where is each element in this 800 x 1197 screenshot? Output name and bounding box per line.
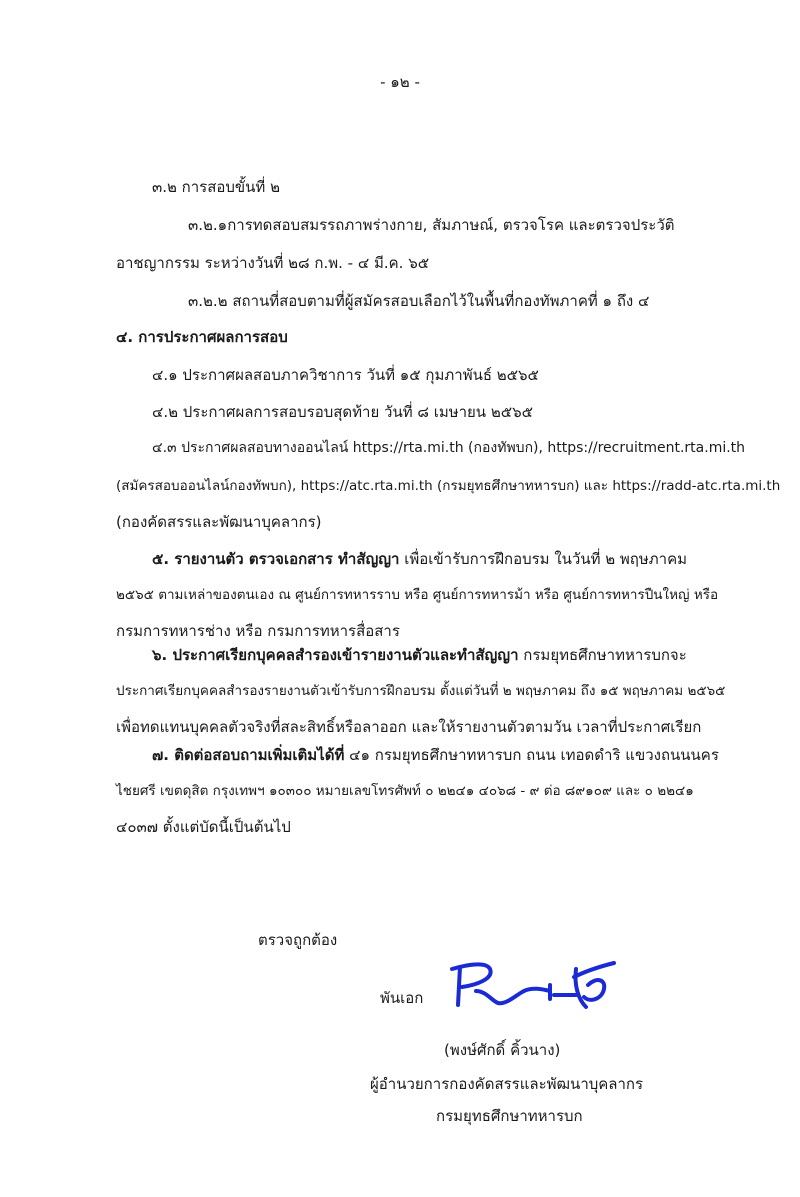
section-6-line2: ประกาศเรียกบุคคลสำรองรายงานตัวเข้ารับการฝึกอบรม ตั้งแต่วันที่ ๒ พฤษภาคม ถึง ๑๕ พฤษภาคม ๒๕๖๕ (116, 683, 726, 699)
section-3-2-2: ๓.๒.๒ สถานที่สอบตามที่ผู้สมัครสอบเลือกไว้ในพื้นที่กองทัพภาคที่ ๑ ถึง ๔ (188, 292, 650, 310)
section-7-line1-text: ๔๑ กรมยุทธศึกษาทหารบก ถนน เทอดดำริ แขวงถนนนคร (349, 746, 719, 764)
section-5-line3: กรมการทหารช่าง หรือ กรมการทหารสื่อสาร (116, 622, 400, 640)
section-7-line3: ๔๐๓๗ ตั้งแต่บัดนี้เป็นต้นไป (116, 818, 291, 836)
section-4-2: ๔.๒ ประกาศผลการสอบรอบสุดท้าย วันที่ ๘ เมษายน ๒๕๖๕ (152, 403, 533, 421)
section-7-line1 (152, 745, 719, 765)
section-6-line1 (152, 645, 687, 665)
section-6-heading: ๖. ประกาศเรียกบุคคลสำรองเข้ารายงานตัวและทำสัญญา (152, 646, 519, 664)
section-6-line1-text: กรมยุทธศึกษาทหารบกจะ (523, 646, 687, 664)
section-5-heading: ๕. รายงานตัว ตรวจเอกสาร ทำสัญญา (152, 550, 400, 568)
section-5-line1 (152, 549, 687, 569)
section-4-1: ๔.๑ ประกาศผลสอบภาควิชาการ วันที่ ๑๕ กุมภาพันธ์ ๒๕๖๕ (152, 366, 539, 384)
section-5-line2: ๒๕๖๕ ตามเหล่าของตนเอง ณ ศูนย์การทหารราบ หรือ ศูนย์การทหารม้า หรือ ศูนย์การทหารปืนใหญ่ หรือ (116, 587, 719, 603)
signatory-position: ผู้อำนวยการกองคัดสรรและพัฒนาบุคลากร (370, 1075, 644, 1093)
section-3-2-1-line1: ๓.๒.๑การทดสอบสมรรถภาพร่างกาย, สัมภาษณ์, ตรวจโรค และตรวจประวัติ (188, 216, 675, 234)
section-4-3-line1: ๔.๓ ประกาศผลสอบทางออนไลน์ https://rta.mi.th (กองทัพบก), https://recruitment.rta.mi.th (152, 440, 746, 456)
section-3-2-heading: ๓.๒ การสอบขั้นที่ ๒ (152, 178, 280, 196)
section-7-heading: ๗. ติดต่อสอบถามเพิ่มเติมได้ที่ (152, 746, 345, 764)
section-4-heading: ๔. การประกาศผลการสอบ (116, 328, 288, 346)
page-number: - ๑๒ - (380, 73, 420, 91)
section-6-line3: เพื่อทดแทนบุคคลตัวจริงที่สละสิทธิ์หรือลาออก และให้รายงานตัวตามวัน เวลาที่ประกาศเรียก (116, 718, 702, 736)
signature-image (446, 955, 636, 1015)
signatory-department: กรมยุทธศึกษาทหารบก (436, 1107, 583, 1125)
signatory-name: (พงษ์ศักดิ์ คิ้วนาง) (444, 1041, 561, 1059)
section-7-line2: ไชยศรี เขตดุสิต กรุงเทพฯ ๑๐๓๐๐ หมายเลขโทรศัพท์ ๐ ๒๒๔๑ ๔๐๖๘ - ๙ ต่อ ๘๙๑๐๙ และ ๐ ๒๒๔๑ (116, 783, 694, 799)
rank-label: พันเอก (380, 989, 424, 1007)
section-5-line1-text: เพื่อเข้ารับการฝึกอบรม ในวันที่ ๒ พฤษภาคม (404, 550, 687, 568)
section-3-2-1-line2: อาชญากรรม ระหว่างวันที่ ๒๘ ก.พ. - ๔ มี.ค. ๖๕ (116, 254, 430, 272)
section-4-3-line2: (สมัครสอบออนไลน์กองทัพบก), https://atc.rta.mi.th (กรมยุทธศึกษาทหารบก) และ https://radd-atc.rta.mi.th (116, 478, 781, 494)
certified-label: ตรวจถูกต้อง (258, 931, 338, 949)
section-4-3-line3: (กองคัดสรรและพัฒนาบุคลากร) (116, 513, 322, 531)
